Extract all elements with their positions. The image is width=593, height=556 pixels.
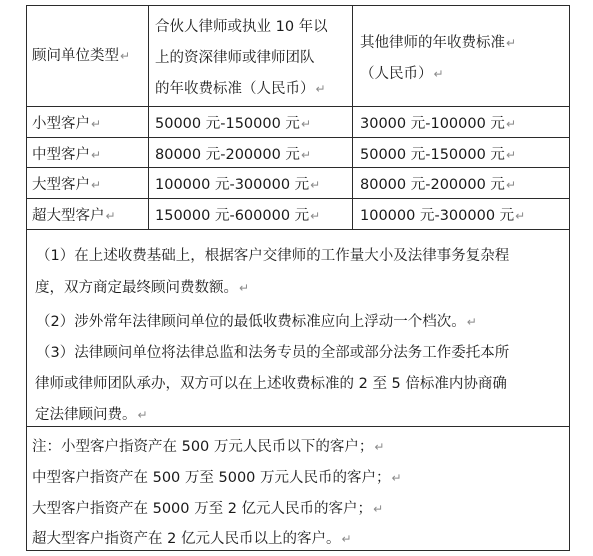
cell-other-fee: 50000 元-150000 元↵ [360, 147, 516, 163]
definition-line: 超大型客户指资产在 2 亿元人民币以上的客户。↵ [32, 531, 352, 547]
paragraph-mark-icon: ↵ [310, 178, 321, 192]
header-cell-senior-fee [149, 6, 353, 106]
note-line: （1）在上述收费基础上，根据客户交律师的工作量大小及法律事务复杂程 [36, 248, 510, 264]
note-line: 定法律顾问费。↵ [35, 407, 148, 423]
fee-table [26, 5, 570, 551]
paragraph-mark-icon: ↵ [433, 67, 444, 81]
table-header-row [27, 6, 569, 107]
paragraph-mark-icon: ↵ [505, 148, 516, 162]
paragraph-mark-icon: ↵ [120, 49, 131, 63]
cell-senior-fee: 50000 元-150000 元↵ [149, 107, 353, 137]
paragraph-mark-icon: ↵ [505, 178, 516, 192]
paragraph-mark-icon: ↵ [105, 209, 116, 223]
header-client-type-text: 顾问单位类型 [32, 48, 119, 64]
header-cell-client-type [27, 6, 149, 106]
definitions-block [27, 427, 569, 551]
cell-other-fee: 30000 元-100000 元↵ [360, 116, 516, 132]
note-line: 律师或律师团队承办，双方可以在上述收费标准的 2 至 5 倍标准内协商确 [35, 376, 507, 392]
cell-client-type: 中型客户↵ [27, 138, 149, 167]
paragraph-mark-icon: ↵ [91, 117, 102, 131]
header-senior-line: 合伙人律师或执业 10 年以 [155, 19, 328, 35]
definition-line: 中型客户指资产在 500 万至 5000 万元人民币的客户；↵ [32, 470, 402, 486]
cell-client-type: 大型客户↵ [27, 168, 149, 198]
paragraph-mark-icon: ↵ [91, 178, 102, 192]
paragraph-mark-icon: ↵ [239, 281, 250, 295]
table-row [27, 107, 569, 138]
cell-other-fee: 100000 元-300000 元↵ [360, 208, 526, 224]
paragraph-mark-icon: ↵ [300, 117, 311, 131]
paragraph-mark-icon: ↵ [505, 117, 516, 131]
cell-client-type: 小型客户↵ [27, 107, 149, 137]
header-senior-line: 的年收费标准（人民币）↵ [155, 81, 326, 97]
cell-senior-fee: 100000 元-300000 元↵ [149, 168, 353, 198]
note-line: （2）涉外常年法律顾问单位的最低收费标准应向上浮动一个档次。↵ [36, 314, 477, 330]
notes-block [27, 230, 569, 427]
paragraph-mark-icon: ↵ [341, 532, 352, 546]
cell-senior-fee: 80000 元-200000 元↵ [149, 138, 353, 167]
paragraph-mark-icon: ↵ [300, 148, 311, 162]
definition-line: 大型客户指资产在 5000 万至 2 亿元人民币的客户；↵ [32, 501, 384, 517]
paragraph-mark-icon: ↵ [315, 82, 326, 96]
paragraph-mark-icon: ↵ [373, 502, 384, 516]
note-line: 度，双方商定最终顾问费数额。↵ [35, 280, 250, 296]
definition-line: 注：小型客户指资产在 500 万元人民币以下的客户；↵ [32, 439, 385, 455]
header-senior-line: 上的资深律师或律师团队 [155, 50, 315, 66]
table-row [27, 199, 569, 230]
header-other-line: 其他律师的年收费标准↵ [360, 35, 517, 51]
note-line: （3）法律顾问单位将法律总监和法务专员的全部或部分法务工作委托本所 [36, 345, 510, 361]
paragraph-mark-icon: ↵ [91, 148, 102, 162]
cell-other-fee: 80000 元-200000 元↵ [360, 177, 516, 193]
paragraph-mark-icon: ↵ [515, 209, 526, 223]
paragraph-mark-icon: ↵ [137, 408, 148, 422]
cell-client-type: 超大型客户↵ [27, 199, 149, 229]
cell-senior-fee: 150000 元-600000 元↵ [149, 199, 353, 229]
table-row [27, 168, 569, 199]
paragraph-mark-icon: ↵ [310, 209, 321, 223]
paragraph-mark-icon: ↵ [374, 440, 385, 454]
header-other-line: （人民币）↵ [360, 66, 444, 82]
header-cell-other-fee [353, 6, 569, 106]
paragraph-mark-icon: ↵ [391, 471, 402, 485]
paragraph-mark-icon: ↵ [466, 315, 477, 329]
paragraph-mark-icon: ↵ [506, 36, 517, 50]
table-row [27, 138, 569, 168]
